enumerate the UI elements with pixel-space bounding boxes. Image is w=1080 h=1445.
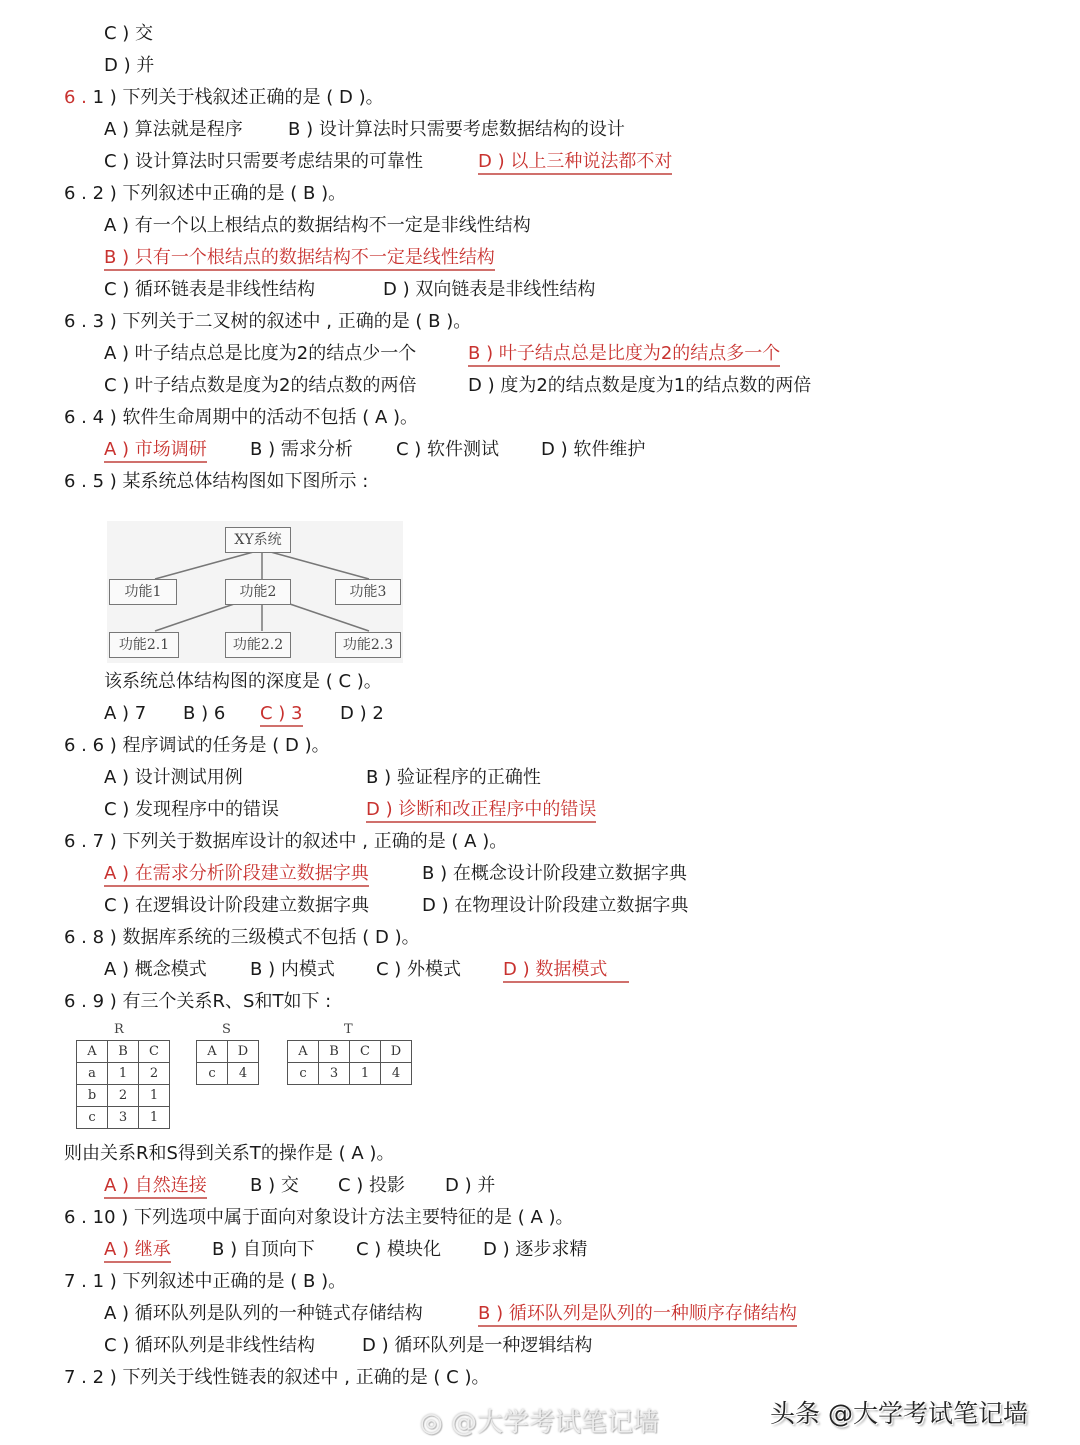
cell: A	[77, 1041, 108, 1063]
cell: D	[381, 1041, 412, 1063]
cell: B	[319, 1041, 350, 1063]
node-func-1: 功能1	[109, 579, 177, 605]
relation-t-table	[287, 1040, 412, 1085]
cell: 4	[228, 1063, 259, 1085]
answer-option-b: B ) 叶子结点总是比度为2的结点多一个	[468, 343, 780, 367]
question-6-9: 6 . 9 ) 有三个关系R、S和T如下 :	[64, 991, 332, 1012]
sub-question: 则由关系R和S得到关系T的操作是 ( A )。	[64, 1143, 395, 1164]
option-b: B ) 交	[250, 1175, 299, 1196]
cell: 3	[319, 1063, 350, 1085]
node-func-2-2: 功能2.2	[225, 632, 291, 658]
option-a: A ) 算法就是程序	[104, 119, 243, 140]
option-d: D ) 并	[104, 55, 155, 76]
cell: 1	[139, 1107, 170, 1129]
answer-option-d: D ) 以上三种说法都不对	[478, 151, 672, 175]
weibo-watermark-text: @大学考试笔记墙	[450, 1408, 659, 1438]
cell: 4	[381, 1063, 412, 1085]
option-a: A ) 概念模式	[104, 959, 207, 980]
option-b: B ) 在概念设计阶段建立数据字典	[422, 863, 687, 884]
option-d: D ) 并	[445, 1175, 496, 1196]
option-c: C ) 在逻辑设计阶段建立数据字典	[104, 895, 370, 916]
cell: D	[228, 1041, 259, 1063]
relation-r-table	[76, 1040, 170, 1129]
question-text: 1 ) 下列关于栈叙述正确的是 ( D )。	[86, 87, 384, 108]
option-c: C ) 外模式	[376, 959, 462, 980]
question-6-7: 6 . 7 ) 下列关于数据库设计的叙述中 , 正确的是 ( A )。	[64, 831, 508, 852]
relation-t-title: T	[344, 1022, 353, 1037]
option-d: D ) 在物理设计阶段建立数据字典	[422, 895, 689, 916]
option-c: C ) 发现程序中的错误	[104, 799, 280, 820]
question-6-1	[64, 86, 384, 110]
question-6-6: 6 . 6 ) 程序调试的任务是 ( D )。	[64, 735, 330, 756]
cell: B	[108, 1041, 139, 1063]
option-d: D ) 逐步求精	[483, 1239, 588, 1260]
option-d: D ) 2	[340, 703, 384, 724]
node-func-3: 功能3	[335, 579, 401, 605]
weibo-icon: ◎	[420, 1408, 451, 1438]
option-c: C ) 设计算法时只需要考虑结果的可靠性	[104, 151, 424, 172]
question-6-3: 6 . 3 ) 下列关于二叉树的叙述中 , 正确的是 ( B )。	[64, 311, 472, 332]
option-d: D ) 度为2的结点数是度为1的结点数的两倍	[468, 375, 812, 396]
question-6-4: 6 . 4 ) 软件生命周期中的活动不包括 ( A )。	[64, 407, 419, 428]
option-a: A ) 循环队列是队列的一种链式存储结构	[104, 1303, 423, 1324]
option-b: B ) 需求分析	[250, 439, 353, 460]
answer-option-a: A ) 自然连接	[104, 1175, 207, 1199]
option-c: C ) 软件测试	[396, 439, 500, 460]
answer-option-a: A ) 市场调研	[104, 439, 207, 463]
option-c: C ) 叶子结点数是度为2的结点数的两倍	[104, 375, 417, 396]
option-a: A ) 设计测试用例	[104, 767, 243, 788]
option-b: B ) 设计算法时只需要考虑数据结构的设计	[288, 119, 625, 140]
option-a: A ) 叶子结点总是比度为2的结点少一个	[104, 343, 417, 364]
question-6-5: 6 . 5 ) 某系统总体结构图如下图所示 :	[64, 471, 369, 492]
option-d: D ) 软件维护	[541, 439, 646, 460]
cell: a	[77, 1063, 108, 1085]
option-c: C ) 模块化	[356, 1239, 442, 1260]
answer-option-d: D ) 诊断和改正程序中的错误	[366, 799, 596, 823]
option-c: C ) 循环队列是非线性结构	[104, 1335, 316, 1356]
relation-r-title: R	[114, 1022, 124, 1037]
relation-s-title: S	[222, 1022, 231, 1037]
cell: C	[350, 1041, 381, 1063]
cell: c	[77, 1107, 108, 1129]
cell: A	[288, 1041, 319, 1063]
question-6-8: 6 . 8 ) 数据库系统的三级模式不包括 ( D )。	[64, 927, 420, 948]
cell: 1	[139, 1085, 170, 1107]
answer-option-c: C ) 3	[260, 703, 303, 727]
sub-question: 该系统总体结构图的深度是 ( C )。	[104, 671, 382, 692]
toutiao-watermark: 头条 @大学考试笔记墙	[770, 1399, 1028, 1428]
option-d: D ) 循环队列是一种逻辑结构	[362, 1335, 593, 1356]
answer-option-a: A ) 在需求分析阶段建立数据字典	[104, 863, 369, 887]
cell: C	[139, 1041, 170, 1063]
cell: 1	[108, 1063, 139, 1085]
node-func-2: 功能2	[225, 579, 291, 605]
cell: A	[197, 1041, 228, 1063]
cell: 2	[139, 1063, 170, 1085]
relation-s-table	[196, 1040, 259, 1085]
cell: b	[77, 1085, 108, 1107]
option-a: A ) 7	[104, 703, 147, 724]
question-6-2: 6 . 2 ) 下列叙述中正确的是 ( B )。	[64, 183, 347, 204]
answer-option-b: B ) 循环队列是队列的一种顺序存储结构	[478, 1303, 797, 1327]
cell: c	[197, 1063, 228, 1085]
cell: 2	[108, 1085, 139, 1107]
option-c: C ) 投影	[338, 1175, 406, 1196]
option-b: B ) 验证程序的正确性	[366, 767, 541, 788]
cell: c	[288, 1063, 319, 1085]
question-6-10: 6 . 10 ) 下列选项中属于面向对象设计方法主要特征的是 ( A )。	[64, 1207, 574, 1228]
question-7-1: 7 . 1 ) 下列叙述中正确的是 ( B )。	[64, 1271, 347, 1292]
option-d: D ) 双向链表是非线性结构	[383, 279, 596, 300]
option-c: C ) 交	[104, 23, 154, 44]
weibo-watermark	[420, 1402, 659, 1439]
question-number: 6 .	[64, 87, 87, 108]
option-b: B ) 自顶向下	[212, 1239, 315, 1260]
node-root: XY系统	[225, 527, 291, 553]
node-func-2-1: 功能2.1	[109, 632, 179, 658]
option-a: A ) 有一个以上根结点的数据结构不一定是非线性结构	[104, 215, 531, 236]
option-b: B ) 内模式	[250, 959, 335, 980]
answer-option-d: D ) 数据模式	[503, 959, 629, 983]
node-func-2-3: 功能2.3	[335, 632, 401, 658]
cell: 3	[108, 1107, 139, 1129]
answer-option-a: A ) 继承	[104, 1239, 171, 1263]
option-b: B ) 6	[183, 703, 226, 724]
structure-diagram	[107, 521, 403, 663]
question-7-2: 7 . 2 ) 下列关于线性链表的叙述中 , 正确的是 ( C )。	[64, 1367, 490, 1388]
cell: 1	[350, 1063, 381, 1085]
option-c: C ) 循环链表是非线性结构	[104, 279, 316, 300]
answer-option-b: B ) 只有一个根结点的数据结构不一定是线性结构	[104, 247, 495, 271]
